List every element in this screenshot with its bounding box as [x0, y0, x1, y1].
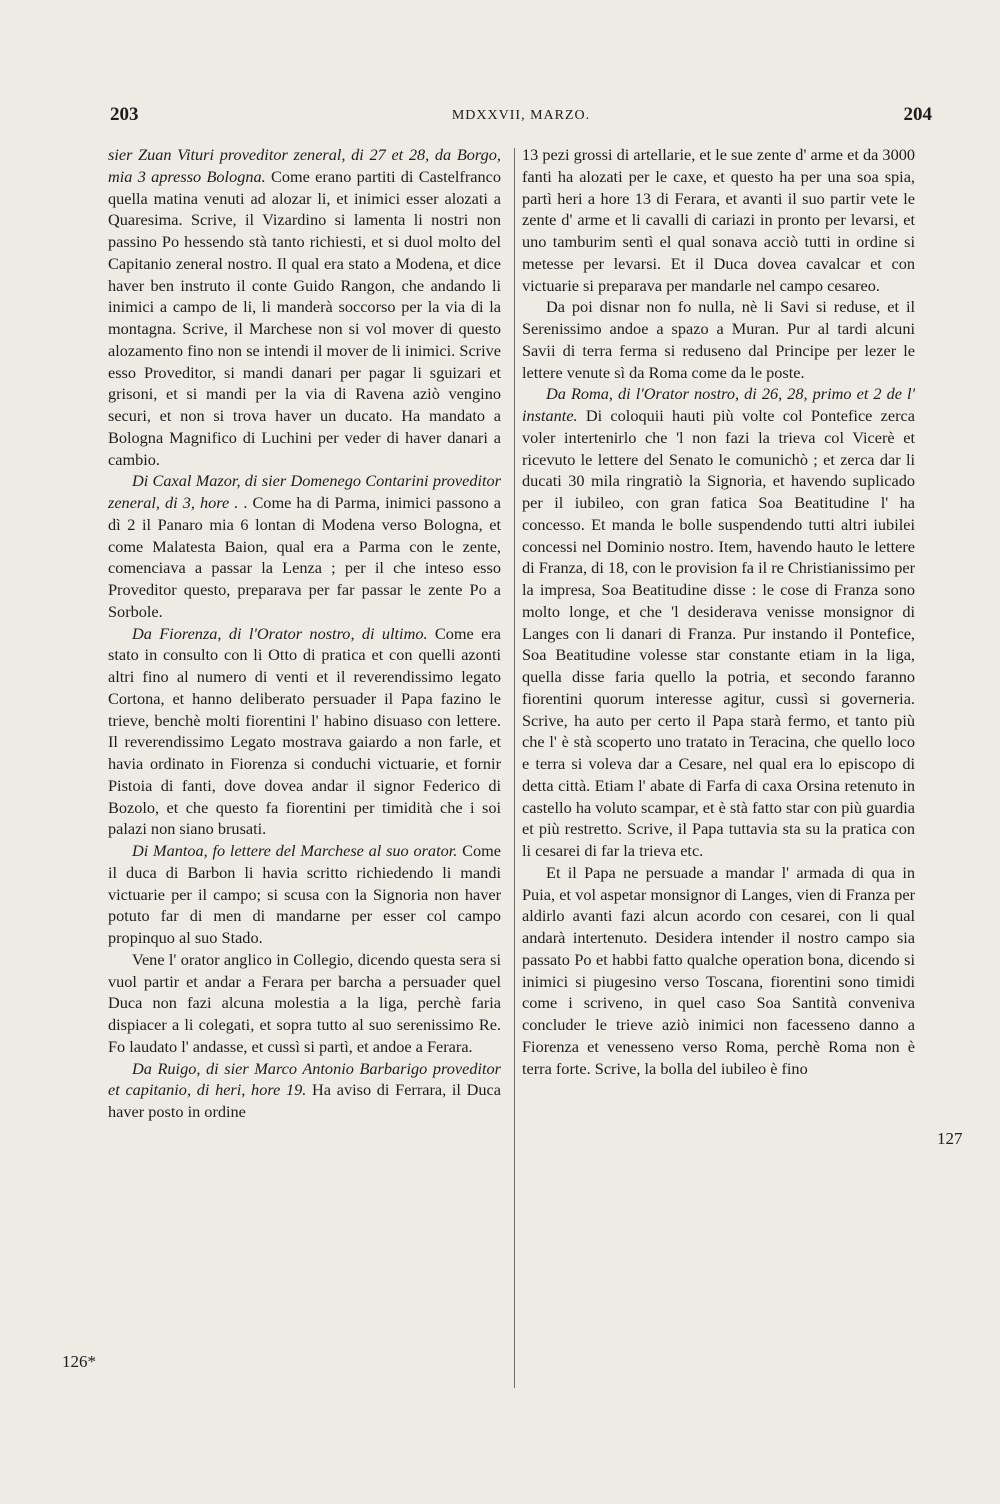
column-divider: [514, 148, 515, 1388]
paragraph-text: Di coloquii hauti più volte col Pontefice zerca voler intertenirlo che 'l non fazi la trieva col Vicerè et ricevuto le lettere del Senato le comunichò ; et zerca dar li ducati 30 mila ringratiò la Signoria, et havendo suplicado per il iubileo, con gran fatica Soa Beatitudine l' ha concesso. Et manda le bolle suspendendo tutti altri iubilei concessi nel Dominio nostro. Item, havendo hauto le lettere di Franza, di 18, con le provision fa il re Christianissimo per la impresa, Soa Beatitudine disse : le cose di Franza sono molto longe, et che 'l desiderava venisse monsignor di Langes con li danari di Franza. Pur instando il Pontefice, Soa Beatitudine volesse star constante etiam in la liga, quella disse faria quello la potria, et secondo faranno fiorentini quorum interesse agitur, cussì si governeria. Scrive, ha auto per certo il Papa starà fermo, et tanto più che l' è stà scoperto uno tratato in Teracina, che quello loco e terra si voleva dar a Cesare, nel qual era lo episcopo di detta città. Etiam l' abate di Farfa di caxa Orsina retenuto in castello ha voluto scampar, et è stà fatto star con più guardia et più restretto. Scrive, il Papa tuttavia sta su la pratica con li cesarei di far la trieva etc.: [522, 406, 915, 860]
paragraph-heading: sier Zuan Vituri proveditor zeneral, di 27 et 28, da Borgo, mia 3 apresso Bologna.: [108, 145, 501, 186]
paragraph: [108, 623, 501, 841]
paragraph-heading: Da Ruigo, di sier Marco Antonio Barbarigo proveditor et capitanio, di heri, hore 19.: [108, 1058, 501, 1100]
paragraph: [108, 949, 501, 1058]
page-number-right: 204: [903, 104, 932, 125]
paragraph-text: 13 pezi grossi di artellarie, et le sue zente d' arme et da 3000 fanti ha alozati per le caxe, et questo ha per una soa spia, partì heri a hore 13 di Ferara, et avanti il suo partir vete le zente d' arme et li cavalli di cariazi in pronto per levarsi, et uno tamburim sentì el qual sonava acciò tutti in ordine si metesse per levarsi. Et il Duca dovea cavalcar et con victuarie si preparava per mandarle nel campo cesareo.: [522, 145, 915, 295]
paragraph-text: Come il duca di Barbon li havia scritto richiedendo li mandi victuarie per il campo; si scusa con la Signoria non haver potuto far di men di mandarne per esser col campo propinquo al suo Stado.: [108, 841, 501, 947]
paragraph-heading: Da Roma, di l'Orator nostro, di 26, 28, primo et 2 de l' instante.: [522, 384, 915, 425]
margin-note-left: 126*: [62, 1352, 96, 1371]
paragraph-text: Come era stato in consulto con li Otto di pratica et con quelli azonti altri fino al numero di venti et il reverendissimo legato Cortona, et hanno deliberato persuader il Papa fazino le trieve, benchè molti fiorentini l' habino disuaso con lettere. Il reverendissimo Legato mostrava gaiardo a non farle, et havia ordinato in Fiorenza si conduchi victuarie, et fornir Pistoia di fanti, dove dovea andar il signor Federico di Bozolo, et che questo fa fiorentini per timidità che i soi palazi non siano brusati.: [108, 623, 501, 839]
paragraph-text: Ha aviso di Ferrara, il Duca haver posto in ordine: [108, 1080, 501, 1121]
paragraph: [108, 840, 501, 949]
paragraph: [108, 1058, 501, 1123]
paragraph-text: Et il Papa ne persuade a mandar l' armada di qua in Puia, et vol aspetar monsignor di Langes, vien di Franza per aldirlo avanti fazi alcun acordo con cesarei, con li qual andarà intertenuto. Desidera intender il nostro campo sia passato Po et habbi fatto qualche operation bona, dicendo si inimici si piugesino verso Toscana, fiorentini sono timidi come i scriveno, in quel caso Soa Santità conveniva concluder le trieve aziò inimici non facesseno danno a Fiorenza et venesseno verso Roma, perchè Roma non è terra forte. Scrive, la bolla del iubileo è fino: [522, 862, 915, 1078]
paragraph-text: Vene l' orator anglico in Collegio, dicendo questa sera si vuol partir et andar a Ferara per barcha a persuader quel Duca non fazi alcuna molestia a la liga, perchè faria dispiacer a li colegati, et sopra tutto al suo serenissimo Re. Fo laudato l' andasse, et cussì si partì, et andoe a Ferara.: [108, 949, 501, 1056]
paragraph-text: Da poi disnar non fo nulla, nè li Savi si reduse, et il Serenissimo andoe a spazo a Muran. Pur al tardi alcuni Savii di terra ferma si reduseno dal Principe per lezer le lettere venute sì da Roma come da le poste.: [522, 297, 915, 382]
paragraph: [108, 470, 501, 622]
margin-note-right: 127: [937, 1129, 963, 1148]
page-number-left: 203: [110, 104, 139, 125]
right-column: [522, 144, 915, 1079]
page-header: [110, 104, 932, 134]
paragraph-text: . Come ha di Parma, inimici passono a dì 2 il Panaro mia 6 lontan di Modena verso Bologna, et come Malatesta Baion, qual era a Parma con le zente, comenciava a passar la Lenza ; per il che inteso esso Proveditor questo, preparava per far passar le zente Po a Sorbole.: [108, 493, 502, 621]
paragraph: [108, 144, 501, 470]
paragraph-heading: Da Fiorenza, di l'Orator nostro, di ultimo.: [132, 623, 428, 643]
paragraph: [522, 296, 915, 383]
left-column: [108, 144, 501, 1123]
paragraph: [522, 144, 915, 296]
paragraph: [522, 862, 915, 1080]
paragraph-text: Come erano partiti di Castelfranco quella matina venuti ad alozar li, et inimici esser alozati a Quaresima. Scrive, il Vizardino si lamenta li nostri non passino Po hessendo stà tanto richiesti, et si duol molto del Capitanio zeneral nostro. Il qual era stato a Modena, et dice haver ben instruto il conte Guido Rangon, che andando li inimici a campo de li, li manderà soccorso per la via di la montagna. Scrive, il Marchese non si vol mover di questo alozamento fino non se intendi il mover de li inimici. Scrive esso Proveditor, si mandi danari per pagar li sguizari et grisoni, et si mandi per la via di Ravena aziò vengino securi, et non si trova haver un ducato. Ha mandato a Bologna Magnifico di Luchini per veder di haver danari a cambio.: [108, 166, 502, 469]
running-title: MDXXVII, MARZO.: [451, 108, 591, 123]
paragraph: [522, 383, 915, 862]
paragraph-heading: Di Mantoa, fo lettere del Marchese al suo orator.: [132, 841, 458, 860]
paragraph-heading: Di Caxal Mazor, di sier Domenego Contarini proveditor zeneral, di 3, hore .: [108, 471, 501, 512]
